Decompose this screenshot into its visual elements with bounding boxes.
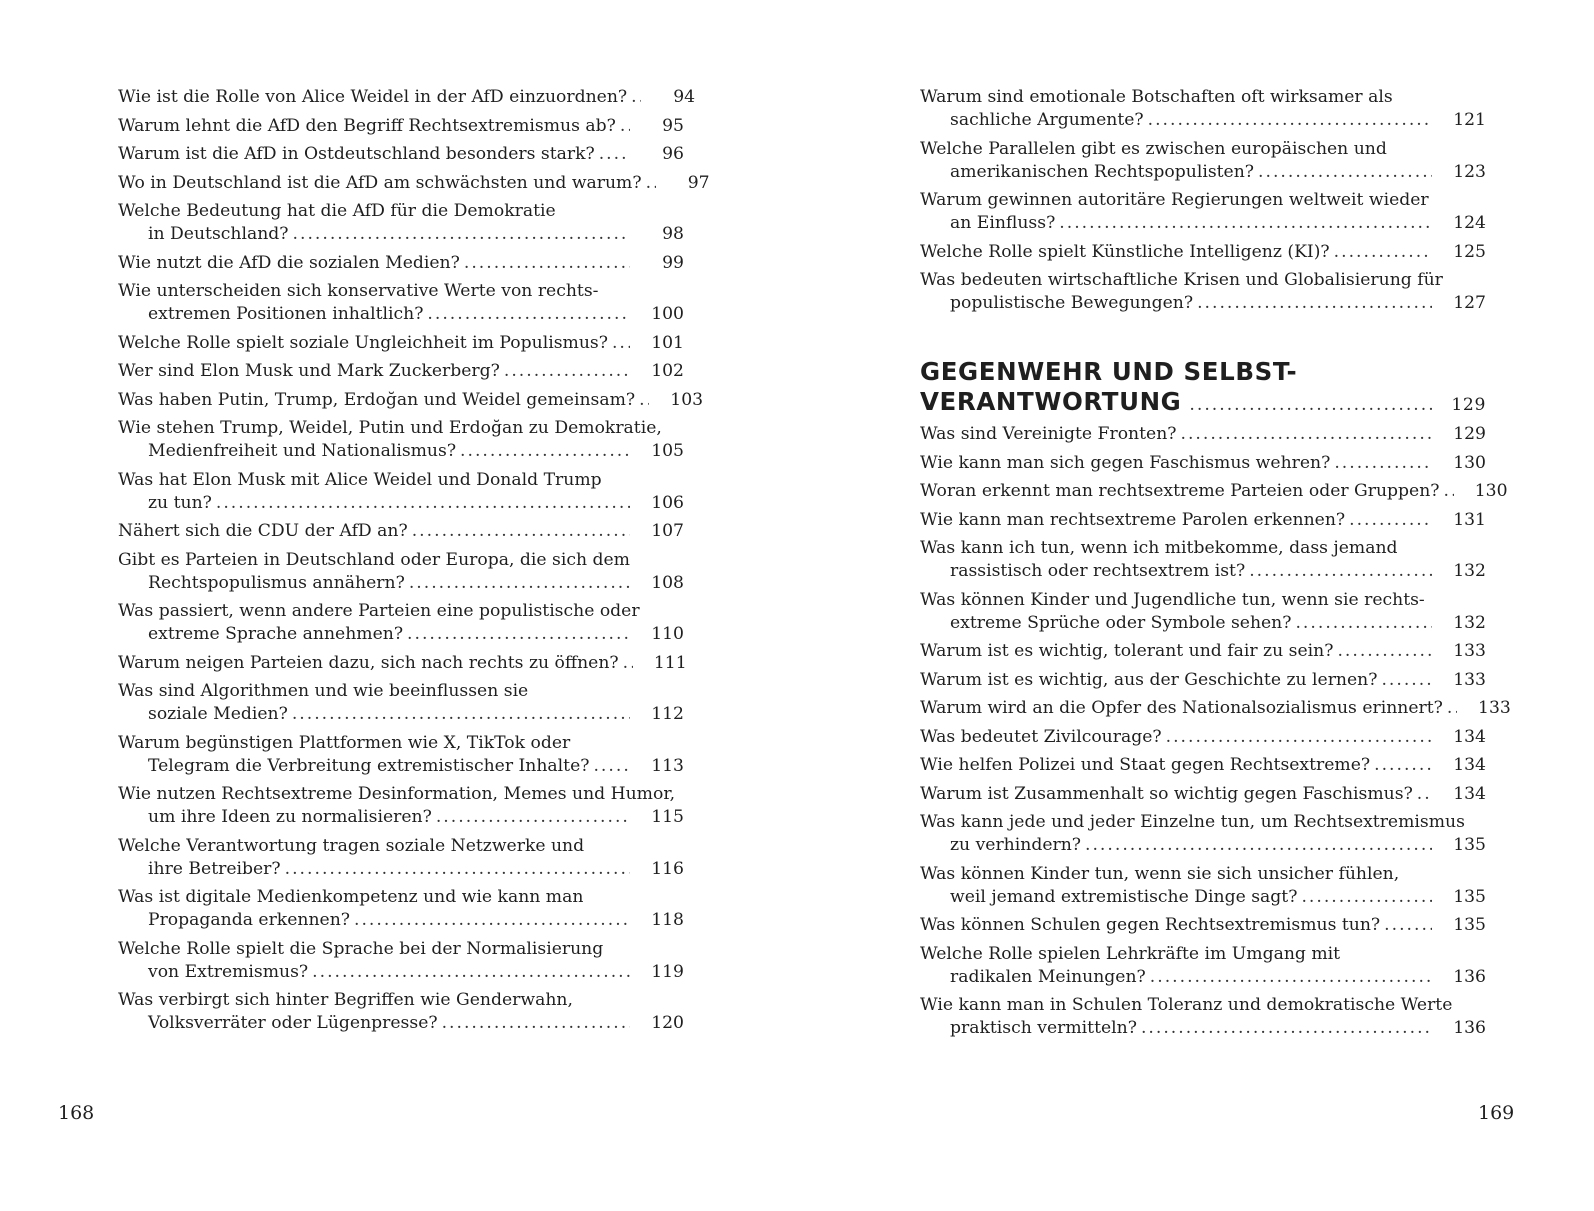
toc-page-number: 107 [651,521,684,541]
toc-entry-text: Was verbirgt sich hinter Begriffen wie Genderwahn, [118,990,573,1010]
toc-entry-line [920,863,1486,886]
toc-page-number: 127 [1453,293,1486,313]
dot-leader [612,332,630,355]
left-page-number: 168 [58,1102,95,1124]
dot-leader [292,703,630,726]
toc-entry-line [920,811,1486,834]
toc-page-number: 121 [1453,110,1486,130]
toc-page-number: 135 [1453,835,1486,855]
toc-entry-line [118,440,684,463]
toc-entry [118,469,684,515]
toc-entry-line [118,989,684,1012]
toc-entry-text: amerikanischen Rechtspopulisten? [950,161,1255,182]
toc-entry-text: Was hat Elon Musk mit Alice Weidel und Donald Trump [118,469,602,490]
toc-entry-line [920,994,1486,1017]
toc-entry-line [118,549,684,572]
toc-entry-text: Welche Rolle spielt Künstliche Intelligenz (KI)? [920,241,1330,262]
toc-entry-text: Welche Parallelen gibt es zwischen europäischen und [920,138,1387,159]
toc-page-number: 129 [1453,424,1486,444]
toc-page-number: 99 [662,252,684,273]
dot-leader [1249,560,1432,583]
toc-entry-text: Nähert sich die CDU der AfD an? [118,521,408,541]
toc-entry-text: Was passiert, wenn andere Parteien eine populistische oder [118,601,640,621]
toc-page-number: 95 [662,115,684,136]
toc-entry-text: Was kann ich tun, wenn ich mitbekomme, dass jemand [920,538,1398,558]
toc-entry-text: Warum ist die AfD in Ostdeutschland besonders stark? [118,144,595,164]
toc-entry-line [118,360,684,383]
dot-leader [1141,1017,1432,1040]
dot-leader [620,115,630,138]
toc-entry [118,417,684,463]
toc-entry-text: Was können Kinder tun, wenn sie sich unsicher fühlen, [920,863,1400,884]
dot-leader [1417,783,1432,806]
toc-entry [920,640,1486,663]
toc-entry-line [118,86,696,109]
toc-entry-text: zu tun? [148,492,212,513]
toc-entry-text: Wie unterscheiden sich konservative Werte von rechts- [118,281,599,301]
toc-entry-text: um ihre Ideen zu normalisieren? [148,807,432,827]
toc-entry [920,863,1486,909]
toc-entry-line [118,835,684,858]
toc-page-number: 112 [651,704,684,724]
toc-entry-text: Wie kann man in Schulen Toleranz und demokratische Werte [920,995,1453,1015]
toc-page-number: 113 [651,755,684,776]
toc-entry-line [920,138,1486,161]
toc-entry-line [118,223,684,246]
toc-page-number: 136 [1453,1018,1486,1038]
toc-entry-line [118,469,684,492]
toc-entry-line [920,589,1486,612]
toc-entry-line [118,783,684,806]
toc-entries-before-section [920,86,1486,315]
dot-leader [631,86,641,109]
toc-entry-text: Rechtspopulismus annähern? [148,572,405,593]
toc-entry-text: Warum ist es wichtig, aus der Geschichte zu lernen? [920,669,1378,690]
toc-entry-line [118,303,684,326]
dot-leader [1258,161,1432,184]
toc-page-number: 110 [651,624,684,644]
toc-entry-text: Was haben Putin, Trump, Erdoğan und Weidel gemeinsam? [118,389,636,410]
dot-leader [1148,109,1432,132]
toc-entry-text: radikalen Meinungen? [950,966,1146,987]
toc-entry-line [118,623,684,646]
toc-entry-line [118,1012,684,1035]
toc-page-number: 136 [1453,966,1486,987]
dot-leader [1059,212,1432,235]
toc-entry-line [920,886,1486,909]
dot-leader [354,909,630,932]
toc-page-number: 124 [1453,213,1486,233]
dot-leader [1444,480,1454,503]
toc-entry-text: ihre Betreiber? [148,858,281,879]
toc-entry [920,943,1486,989]
dot-leader [1381,669,1432,692]
toc-entry-text: rassistisch oder rechtsextrem ist? [950,561,1246,581]
section-title-line-1: GEGENWEHR UND SELBST- [920,357,1298,386]
toc-entry-text: Welche Rolle spielt die Sprache bei der Normalisierung [118,938,604,959]
toc-page-number: 132 [1453,561,1486,581]
toc-page-number: 134 [1453,755,1486,775]
toc-entry [118,280,684,326]
toc-entry-line [118,417,684,440]
toc-page-number: 135 [1453,915,1486,935]
toc-entry [920,754,1486,777]
toc-entry [920,189,1486,235]
dot-leader [1349,509,1432,532]
right-page-toc [920,86,1511,1046]
toc-entry [118,783,684,829]
dot-leader [442,1012,630,1035]
toc-entry [118,600,684,646]
dot-leader [1295,612,1432,635]
toc-entry-line [920,161,1486,184]
toc-entry-text: Was kann jede und jeder Einzelne tun, um Rechtsextremismus [920,812,1465,832]
toc-entry-text: Wie kann man rechtsextreme Parolen erkennen? [920,509,1346,530]
toc-page-number: 125 [1453,241,1486,262]
toc-page-number: 130 [1474,481,1508,501]
toc-entry-line [920,914,1486,937]
toc-page-number: 94 [673,87,696,107]
toc-entry-text: Gibt es Parteien in Deutschland oder Europa, die sich dem [118,549,630,570]
toc-entry-line [920,754,1486,777]
toc-page-number: 134 [1453,726,1486,747]
toc-entry [118,143,684,166]
toc-entry-line [118,600,684,623]
dot-leader [427,303,630,326]
toc-entry-line [920,509,1486,532]
right-page-number: 169 [1478,1102,1515,1124]
toc-entry [920,726,1486,749]
toc-entry [920,269,1486,315]
dot-leader [1085,834,1432,857]
toc-entry-text: Welche Rolle spielen Lehrkräfte im Umgang mit [920,943,1341,964]
toc-entry [118,332,684,355]
toc-entry [118,835,684,881]
toc-entry [920,509,1486,532]
toc-entry-line [118,680,684,703]
toc-entry-text: Was können Kinder und Jugendliche tun, wenn sie rechts- [920,589,1425,610]
toc-entry-text: Was können Schulen gegen Rechtsextremismus tun? [920,915,1381,935]
toc-entry-line [920,834,1486,857]
toc-entry [920,480,1508,503]
toc-entry-text: Warum sind emotionale Botschaften oft wirksamer als [920,87,1393,107]
dot-leader [1189,390,1432,420]
dot-leader [409,572,630,595]
dot-leader [1180,423,1432,446]
toc-entry-line [920,86,1486,109]
toc-entry-line [920,783,1486,806]
toc-entry-line [920,726,1486,749]
dot-leader [1301,886,1432,909]
section-heading [920,357,1486,420]
toc-entry-line [118,652,687,675]
toc-page-number: 133 [1478,698,1511,718]
toc-entry-text: Warum gewinnen autoritäre Regierungen weltweit wieder [920,190,1429,210]
toc-page-number: 133 [1453,641,1486,661]
toc-entry-line [920,560,1486,583]
toc-entry [118,938,684,984]
toc-entry [118,732,684,778]
dot-leader [599,143,630,166]
toc-entry-line [118,492,684,515]
toc-entry-line [920,109,1486,132]
toc-entry-text: Was sind Vereinigte Fronten? [920,424,1177,444]
toc-entry [118,252,684,275]
toc-page-number: 134 [1453,783,1486,804]
toc-page-number: 101 [651,332,684,353]
toc-entry-line [118,755,684,778]
toc-entry-line [118,280,684,303]
toc-entry-line [118,143,684,166]
toc-entry-text: Warum ist es wichtig, tolerant und fair zu sein? [920,641,1334,661]
toc-entry [920,697,1511,720]
toc-entry-line [118,172,710,195]
toc-entry-line [920,241,1486,264]
toc-entry-line [920,452,1486,475]
dot-leader [293,223,630,246]
section-title-line-2 [920,387,1486,420]
toc-page-number: 119 [651,961,684,982]
dot-leader [1384,914,1432,937]
toc-entry-text: extreme Sprüche oder Symbole sehen? [950,612,1292,633]
toc-entry-text: von Extremismus? [148,961,309,982]
toc-entry-text: extremen Positionen inhaltlich? [148,304,424,324]
toc-page-number: 133 [1453,669,1486,690]
left-page-toc [118,86,710,1041]
dot-leader [623,652,633,675]
toc-entry-text: Warum wird an die Opfer des Nationalsozialismus erinnert? [920,698,1443,718]
toc-page-number: 115 [651,807,684,827]
toc-entry [118,886,684,932]
toc-entry [920,241,1486,264]
dot-leader [1374,754,1432,777]
toc-entry-line [920,537,1486,560]
dot-leader [593,755,630,778]
toc-entry-text: Wie kann man sich gegen Faschismus wehren? [920,452,1331,473]
toc-entry-text: Volksverräter oder Lügenpresse? [148,1013,438,1033]
dot-leader [646,172,656,195]
toc-entry-line [118,572,684,595]
toc-page-number: 100 [651,304,684,324]
dot-leader [460,440,630,463]
toc-entry-text: Was bedeuten wirtschaftliche Krisen und Globalisierung für [920,270,1443,290]
toc-entry-line [118,909,684,932]
toc-entry-text: an Einfluss? [950,213,1056,233]
toc-entry [920,589,1486,635]
toc-entry-line [920,966,1486,989]
toc-page-number: 111 [653,652,687,673]
toc-entry [920,994,1486,1040]
toc-entry-text: Wie ist die Rolle von Alice Weidel in der AfD einzuordnen? [118,87,628,107]
toc-entry-line [920,640,1486,663]
toc-entry [118,989,684,1035]
toc-entry-line [920,292,1486,315]
toc-entry-line [920,669,1486,692]
toc-entry-text: Wie stehen Trump, Weidel, Putin und Erdoğan zu Demokratie, [118,418,662,438]
toc-entry-line [118,732,684,755]
toc-entry-text: Medienfreiheit und Nationalismus? [148,441,457,461]
dot-leader [436,806,630,829]
toc-entry [118,549,684,595]
toc-entry-text: soziale Medien? [148,704,288,724]
toc-entries-after-section [920,423,1511,1040]
toc-entry-line [118,806,684,829]
toc-entry-line [118,520,684,543]
dot-leader [1334,452,1432,475]
toc-page-number: 132 [1453,612,1486,633]
toc-entry-text: Warum lehnt die AfD den Begriff Rechtsextremismus ab? [118,115,616,136]
toc-entry [920,86,1486,132]
toc-entry [920,669,1486,692]
toc-entry-line [920,212,1486,235]
section-title-text: VERANTWORTUNG [920,387,1182,416]
toc-entry-text: Welche Rolle spielt soziale Ungleichheit im Populismus? [118,332,608,353]
toc-entry [118,389,704,412]
toc-entry-text: extreme Sprache annehmen? [148,624,404,644]
toc-entry-text: Wo in Deutschland ist die AfD am schwächsten und warum? [118,172,642,193]
toc-entry-text: weil jemand extremistische Dinge sagt? [950,886,1298,907]
toc-entry [118,520,684,543]
toc-entry [920,452,1486,475]
toc-entry-text: Welche Verantwortung tragen soziale Netzwerke und [118,835,585,856]
toc-entry-line [118,200,684,223]
toc-entry [118,200,684,246]
toc-entry [118,115,684,138]
dot-leader [216,492,630,515]
dot-leader [1337,640,1432,663]
section-page-number: 129 [1451,395,1486,415]
toc-entry [920,138,1486,184]
toc-entry-text: Propaganda erkennen? [148,910,350,930]
toc-entry-line [920,423,1486,446]
toc-entry-text: Warum neigen Parteien dazu, sich nach rechts zu öffnen? [118,652,619,673]
toc-entry [118,172,710,195]
toc-entry-line [920,612,1486,635]
toc-page-number: 130 [1453,452,1486,473]
toc-entry-line [920,943,1486,966]
toc-entry-text: Wie helfen Polizei und Staat gegen Rechtsextreme? [920,755,1371,775]
toc-entry [118,360,684,383]
dot-leader [504,360,630,383]
toc-entry-line [920,1017,1486,1040]
dot-leader [1150,966,1432,989]
toc-page-number: 120 [651,1013,684,1033]
toc-entry-text: Wer sind Elon Musk und Mark Zuckerberg? [118,361,500,381]
toc-page-number: 102 [651,361,684,381]
toc-entry-text: in Deutschland? [148,224,289,244]
dot-leader [1334,241,1432,264]
toc-entry-text: Telegram die Verbreitung extremistischer Inhalte? [148,755,590,776]
toc-entry-text: Warum ist Zusammenhalt so wichtig gegen Faschismus? [920,783,1413,804]
toc-entry-text: Wie nutzt die AfD die sozialen Medien? [118,252,460,273]
toc-entry-text: populistische Bewegungen? [950,293,1194,313]
toc-entry [118,86,696,109]
toc-entry-text: zu verhindern? [950,835,1081,855]
toc-entry [920,423,1486,446]
toc-entry-text: Welche Bedeutung hat die AfD für die Demokratie [118,201,556,221]
toc-entry-line [118,703,684,726]
toc-entry-line [118,115,684,138]
dot-leader [1197,292,1432,315]
toc-entry-line [118,252,684,275]
toc-entry [920,811,1486,857]
toc-page-number: 131 [1453,509,1486,530]
dot-leader [464,252,630,275]
toc-page-number: 97 [687,172,710,193]
toc-entry-text: sachliche Argumente? [950,110,1144,130]
toc-page-number: 118 [651,910,684,930]
toc-entry-line [118,886,684,909]
toc-page-number: 135 [1453,886,1486,907]
dot-leader [1166,726,1432,749]
dot-leader [407,623,630,646]
toc-page-number: 98 [662,224,684,244]
toc-page-number: 116 [651,858,684,879]
toc-entry-line [118,938,684,961]
toc-entry [920,783,1486,806]
toc-entry [920,537,1486,583]
dot-leader [1447,697,1457,720]
toc-entry-text: Wie nutzen Rechtsextreme Desinformation, Memes und Humor, [118,784,676,804]
dot-leader [312,961,630,984]
toc-page-number: 103 [670,389,704,410]
toc-entry-line [118,961,684,984]
toc-entry-line [920,269,1486,292]
toc-page-number: 123 [1453,161,1486,182]
toc-entry-text: Was ist digitale Medienkompetenz und wie kann man [118,887,584,907]
toc-entry-text: Warum begünstigen Plattformen wie X, TikTok oder [118,732,571,753]
toc-entry-line [118,389,704,412]
toc-entry-line [920,480,1508,503]
toc-entry-line [920,189,1486,212]
dot-leader [412,520,630,543]
toc-page-number: 105 [651,441,684,461]
toc-entry-text: Woran erkennt man rechtsextreme Parteien oder Gruppen? [920,481,1440,501]
toc-entry-line [118,858,684,881]
toc-page-number: 106 [651,492,684,513]
dot-leader [285,858,630,881]
toc-page-number: 96 [662,144,684,164]
toc-entry [118,652,687,675]
toc-entry-text: Was bedeutet Zivilcourage? [920,726,1162,747]
toc-entry [118,680,684,726]
dot-leader [639,389,649,412]
toc-entry-text: Was sind Algorithmen und wie beeinflussen sie [118,681,529,701]
toc-page-number: 108 [651,572,684,593]
toc-entry [920,914,1486,937]
toc-entry-line [118,332,684,355]
toc-entry-line [920,697,1511,720]
toc-entry-text: praktisch vermitteln? [950,1018,1137,1038]
